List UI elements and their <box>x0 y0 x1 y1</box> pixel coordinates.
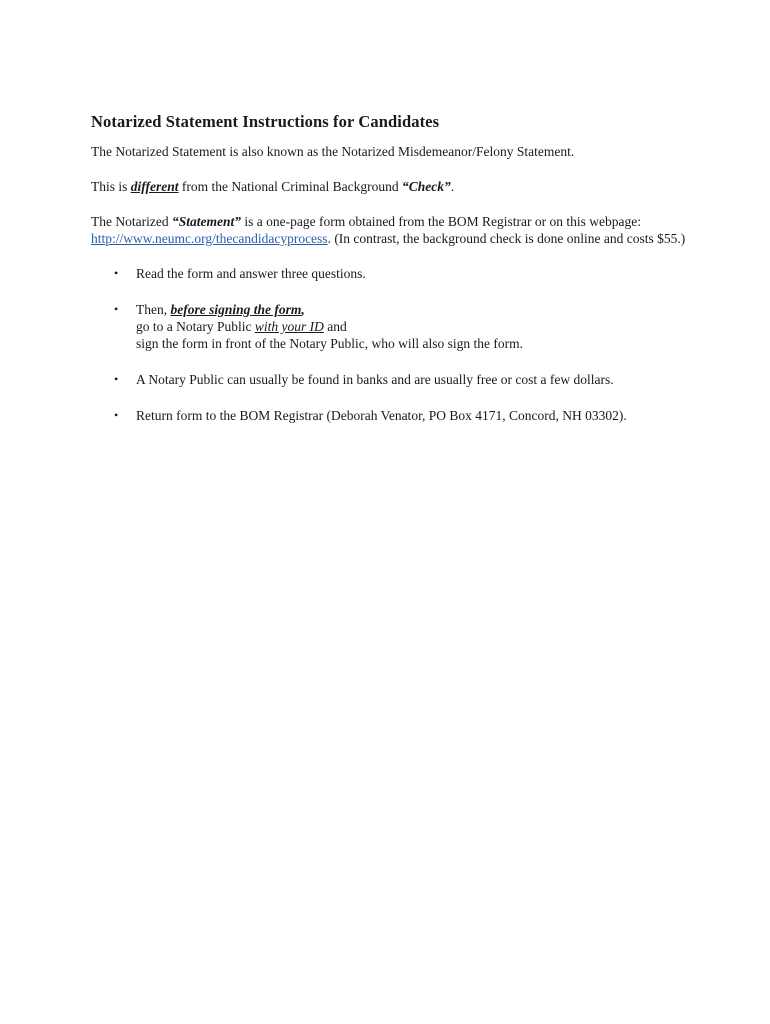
bullet-icon: • <box>114 408 119 422</box>
statement-pre: The Notarized <box>91 214 172 229</box>
intro-paragraph: The Notarized Statement is also known as the Notarized Misdemeanor/Felony Statement. <box>91 144 575 159</box>
check-quote: “Check” <box>401 179 451 194</box>
page-title: Notarized Statement Instructions for Candidates <box>91 112 440 131</box>
statement-quote: “Statement” <box>171 214 241 229</box>
and-text: and <box>323 319 347 334</box>
step-notary-location: A Notary Public can usually be found in banks and are usually free or cost a few dollars. <box>136 372 614 387</box>
statement-post: . (In contrast, the background check is done online and costs $55.) <box>327 231 686 246</box>
list-item <box>91 301 691 352</box>
document-body <box>91 112 691 443</box>
bullet-icon: • <box>114 302 119 316</box>
step-notary-line-2 <box>136 318 691 335</box>
instruction-list <box>91 265 691 424</box>
different-emphasis: different <box>130 179 179 194</box>
statement-mid: is a one-page form obtained from the BOM Registrar or on this webpage: <box>240 214 642 229</box>
bullet-icon: • <box>114 266 119 280</box>
comma-text: , <box>301 302 305 317</box>
statement-paragraph <box>91 213 691 247</box>
with-id-emphasis: with your ID <box>254 319 324 334</box>
step-read-form: Read the form and answer three questions. <box>136 266 366 281</box>
step-notary-line-1 <box>136 301 691 318</box>
difference-post: . <box>450 179 455 194</box>
bullet-icon: • <box>114 372 119 386</box>
then-text: Then, <box>136 302 171 317</box>
list-item <box>91 265 691 282</box>
difference-mid: from the National Criminal Background <box>178 179 402 194</box>
go-notary-text: go to a Notary Public <box>136 319 255 334</box>
step-notary-line-3: sign the form in front of the Notary Public, who will also sign the form. <box>136 336 523 351</box>
step-return-form: Return form to the BOM Registrar (Deborah Venator, PO Box 4171, Concord, NH 03302). <box>136 408 627 423</box>
difference-pre: This is <box>91 179 131 194</box>
before-signing-emphasis: before signing the form <box>170 302 302 317</box>
difference-paragraph <box>91 178 691 195</box>
candidacy-process-link[interactable]: http://www.neumc.org/thecandidacyprocess <box>91 231 328 246</box>
list-item <box>91 371 691 388</box>
list-item <box>91 407 691 424</box>
